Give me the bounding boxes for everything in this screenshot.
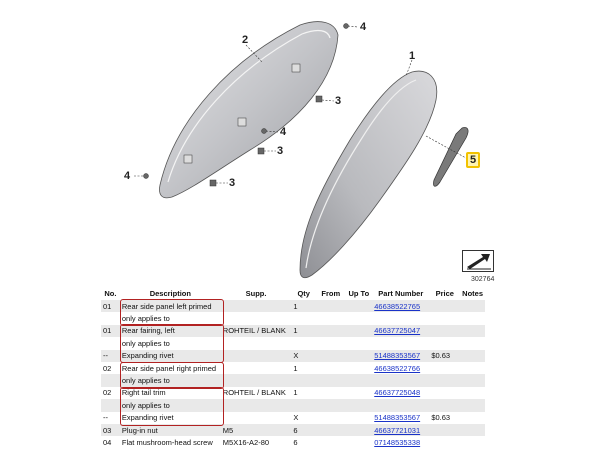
cell-no: 01: [101, 325, 120, 337]
cell-pn: [372, 337, 429, 349]
cell-no: --: [101, 350, 120, 362]
cell-from: [316, 362, 345, 374]
part-number-cell: [372, 424, 429, 436]
cell-desc: Rear side panel right primed: [120, 362, 221, 374]
table-row: [101, 325, 485, 337]
cell-upto: [345, 424, 372, 436]
cell-supp: M5X16-A2-80: [221, 436, 292, 448]
header-part-number: Part Number: [372, 287, 429, 300]
cell-upto: [345, 412, 372, 424]
cell-qty: 1: [291, 387, 316, 399]
cell-supp: [221, 300, 292, 312]
header-from: From: [316, 287, 345, 300]
part-number-link[interactable]: 51488353567: [374, 413, 421, 423]
callout-4-top[interactable]: 4: [360, 21, 367, 33]
table-row: [101, 424, 485, 436]
cell-desc: Rear side panel left primed: [120, 300, 221, 312]
cell-from: [316, 424, 345, 436]
part-number-link[interactable]: 07148535338: [374, 437, 421, 447]
cell-desc: only applies to: [120, 374, 221, 386]
cell-price: [429, 325, 460, 337]
cell-upto: [345, 387, 372, 399]
cell-price: [429, 300, 460, 312]
cell-qty: X: [291, 350, 316, 362]
cell-qty: [291, 312, 316, 324]
cell-desc: Rear fairing, left: [120, 325, 221, 337]
cell-upto: [345, 312, 372, 324]
cell-from: [316, 325, 345, 337]
cell-price: [429, 387, 460, 399]
cell-supp: [221, 337, 292, 349]
cell-notes: [460, 399, 485, 411]
table-row: [101, 412, 485, 424]
gasket-shape: [433, 127, 468, 186]
cell-from: [316, 350, 345, 362]
cell-from: [316, 436, 345, 448]
header-up-to: Up To: [345, 287, 372, 300]
zoom-arrow-icon[interactable]: [462, 250, 494, 272]
table-row: [101, 312, 485, 324]
cell-upto: [345, 362, 372, 374]
arrow-glyph-icon: [463, 251, 493, 271]
table-header-row: [101, 287, 485, 300]
cell-price: [429, 312, 460, 324]
cell-notes: [460, 387, 485, 399]
cell-no: 03: [101, 424, 120, 436]
table-row: [101, 362, 485, 374]
cell-upto: [345, 350, 372, 362]
cell-qty: [291, 337, 316, 349]
header-qty: Qty: [291, 287, 316, 300]
cell-desc: Right tail trim: [120, 387, 221, 399]
cell-no: 02: [101, 387, 120, 399]
cell-price: [429, 337, 460, 349]
cell-notes: [460, 436, 485, 448]
cell-upto: [345, 325, 372, 337]
cell-supp: [221, 374, 292, 386]
cell-qty: [291, 374, 316, 386]
cell-from: [316, 300, 345, 312]
cell-qty: 6: [291, 436, 316, 448]
cell-supp: [221, 362, 292, 374]
part-number-cell: [372, 300, 429, 312]
part-number-cell: [372, 362, 429, 374]
cell-pn: [372, 312, 429, 324]
cell-desc: Expanding rivet: [120, 350, 221, 362]
part-number-cell: [372, 436, 429, 448]
header-description: Description: [120, 287, 221, 300]
table-row: [101, 436, 485, 448]
cell-pn: [372, 374, 429, 386]
cell-price: $0.63: [429, 350, 460, 362]
callout-4-mid[interactable]: 4: [280, 126, 287, 138]
cell-notes: [460, 424, 485, 436]
header-notes: Notes: [462, 289, 483, 298]
part-number-link[interactable]: 46638522766: [374, 363, 421, 373]
table-row: [101, 337, 485, 349]
cell-notes: [460, 337, 485, 349]
cell-qty: [291, 399, 316, 411]
callout-3-bottom[interactable]: 3: [229, 177, 236, 189]
cell-notes: [460, 412, 485, 424]
cell-notes: [460, 374, 485, 386]
part-number-link[interactable]: 46637721031: [374, 425, 421, 435]
cell-desc: only applies to: [120, 399, 221, 411]
cell-price: [429, 436, 460, 448]
cell-upto: [345, 399, 372, 411]
cell-qty: 6: [291, 424, 316, 436]
cell-upto: [345, 300, 372, 312]
cell-qty: 1: [291, 325, 316, 337]
callout-2[interactable]: 2: [242, 34, 249, 46]
cell-no: [101, 337, 120, 349]
cell-notes: [460, 300, 485, 312]
cell-supp: [221, 412, 292, 424]
header-supp: Supp.: [221, 287, 292, 300]
cell-upto: [345, 374, 372, 386]
cell-desc: Plug-in nut: [120, 424, 221, 436]
cell-supp: ROHTEIL / BLANK: [221, 325, 292, 337]
cell-notes: [460, 350, 485, 362]
cell-price: [429, 399, 460, 411]
cell-price: [429, 362, 460, 374]
callout-4-left[interactable]: 4: [124, 170, 131, 182]
cell-supp: [221, 350, 292, 362]
table-row: [101, 374, 485, 386]
diagram-reference-number: 302764: [471, 276, 495, 283]
cell-supp: [221, 312, 292, 324]
cell-upto: [345, 436, 372, 448]
table-row: [101, 399, 485, 411]
header-price: Price: [429, 287, 460, 300]
cell-qty: 1: [291, 362, 316, 374]
cell-qty: X: [291, 412, 316, 424]
cell-supp: M5: [221, 424, 292, 436]
cell-upto: [345, 337, 372, 349]
callout-3-top[interactable]: 3: [335, 95, 342, 107]
cell-notes: [460, 312, 485, 324]
header-no: No.: [101, 287, 120, 300]
part-number-link[interactable]: 46637725048: [374, 388, 421, 398]
cell-supp: [221, 399, 292, 411]
cell-price: [429, 424, 460, 436]
callout-5-highlighted[interactable]: 5: [466, 152, 480, 168]
part-number-link[interactable]: 46638522765: [374, 301, 421, 311]
table-row: [101, 387, 485, 399]
part-number-cell: [372, 325, 429, 337]
cell-from: [316, 399, 345, 411]
callout-3-mid[interactable]: 3: [277, 145, 284, 157]
table-row: [101, 300, 485, 312]
parts-table: [101, 287, 485, 449]
part-number-link[interactable]: 51488353567: [374, 351, 421, 361]
table-row: [101, 350, 485, 362]
cell-from: [316, 387, 345, 399]
cell-from: [316, 412, 345, 424]
cell-no: 01: [101, 300, 120, 312]
cell-no: [101, 312, 120, 324]
cell-no: [101, 399, 120, 411]
cell-desc: Expanding rivet: [120, 412, 221, 424]
cell-price: $0.63: [429, 412, 460, 424]
cell-no: 04: [101, 436, 120, 448]
cell-notes: [460, 325, 485, 337]
part-number-cell: [372, 412, 429, 424]
cell-qty: 1: [291, 300, 316, 312]
cell-supp: ROHTEIL / BLANK: [221, 387, 292, 399]
cell-desc: only applies to: [120, 312, 221, 324]
part-number-cell: [372, 350, 429, 362]
cell-price: [429, 374, 460, 386]
cell-from: [316, 374, 345, 386]
cell-desc: only applies to: [120, 337, 221, 349]
cell-desc: Flat mushroom-head screw: [120, 436, 221, 448]
cell-no: --: [101, 412, 120, 424]
cell-from: [316, 337, 345, 349]
callout-1[interactable]: 1: [409, 50, 416, 62]
cell-notes: [460, 362, 485, 374]
part-number-link[interactable]: 46637725047: [374, 326, 421, 336]
cell-no: 02: [101, 362, 120, 374]
part-number-cell: [372, 387, 429, 399]
cell-pn: [372, 399, 429, 411]
cell-no: [101, 374, 120, 386]
cell-from: [316, 312, 345, 324]
